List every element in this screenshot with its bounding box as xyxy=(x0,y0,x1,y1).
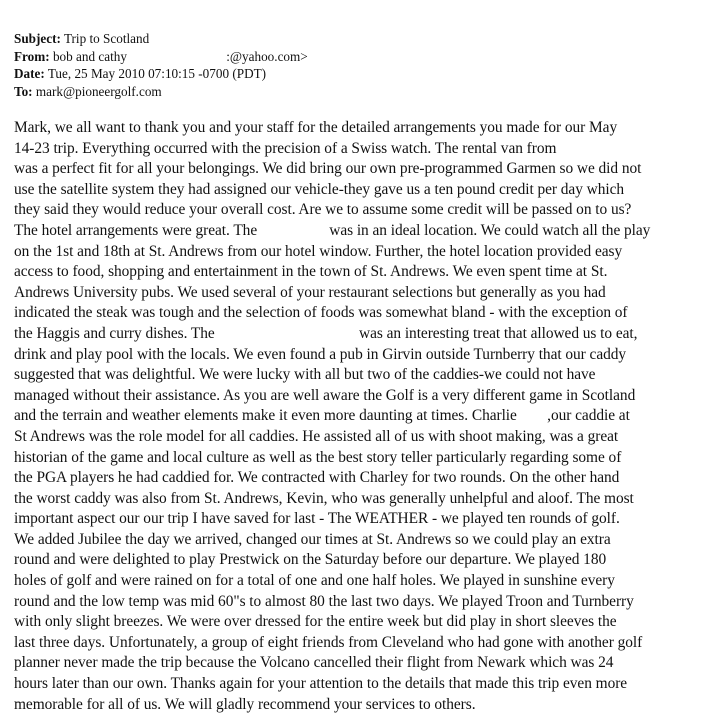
to-value: mark@pioneergolf.com xyxy=(35,83,162,99)
body-line: hours later than our own. Thanks again for your attention to the details that made this trip even more xyxy=(14,675,628,693)
body-line: important aspect our our trip I have saved for last - The WEATHER - we played ten rounds of golf. xyxy=(14,510,620,528)
body-line: last three days. Unfortunately, a group of eight friends from Cleveland who had gone with another golf xyxy=(14,633,643,651)
from-email: :@yahoo.com> xyxy=(226,48,308,64)
body-line: holes of golf and were rained on for a total of one and one half holes. We played in sunshine every xyxy=(14,572,615,590)
body-line: suggested that was delightful. We were lucky with all but two of the caddies-we could not have xyxy=(14,366,596,384)
body-line: We added Jubilee the day we arrived, changed our times at St. Andrews so we could play an extra xyxy=(14,530,611,548)
to-row xyxy=(14,83,308,101)
body-line: and the terrain and weather elements make it even more daunting at times. Charlie ,our caddie at xyxy=(14,407,630,425)
subject-value: Trip to Scotland xyxy=(63,31,150,46)
body-line: St Andrews was the role model for all caddies. He assisted all of us with shoot making, was a great xyxy=(14,427,619,445)
body-line: the PGA players he had caddied for. We contracted with Charley for two rounds. On the other hand xyxy=(14,469,620,487)
body-line: the worst caddy was also from St. Andrews, Kevin, who was generally unhelpful and aloof. The most xyxy=(14,489,634,507)
email-body xyxy=(14,118,714,715)
body-line: 14-23 trip. Everything occurred with the precision of a Swiss watch. The rental van from xyxy=(14,139,557,157)
date-value: Tue, 25 May 2010 07:10:15 -0700 (PDT) xyxy=(47,66,267,81)
to-label: To: xyxy=(14,83,33,99)
body-line: The hotel arrangements were great. The was in an ideal location. We could watch all the play xyxy=(14,221,651,239)
body-line: use the satellite system they had assigned our vehicle-they gave us a ten pound credit per day which xyxy=(14,180,625,198)
body-line: drink and play pool with the locals. We even found a pub in Girvin outside Turnberry that our caddy xyxy=(14,345,627,363)
subject-row xyxy=(14,30,308,48)
body-line: managed without their assistance. As you are well aware the Golf is a very different game in Scotland xyxy=(14,386,636,404)
body-line: historian of the game and local culture as well as the best story teller particularly regarding some of xyxy=(14,448,622,466)
from-label: From: xyxy=(14,48,50,64)
body-line: the Haggis and curry dishes. The was an interesting treat that allowed us to eat, xyxy=(14,324,638,342)
body-line: on the 1st and 18th at St. Andrews from our hotel window. Further, the hotel location provided easy xyxy=(14,242,623,260)
from-name: bob and cathy xyxy=(52,48,127,64)
body-line: memorable for all of us. We will gladly recommend your services to others. xyxy=(14,695,476,713)
date-row xyxy=(14,65,308,83)
body-line: Mark, we all want to thank you and your staff for the detailed arrangements you made for our May xyxy=(14,119,618,136)
body-line: round and were delighted to play Prestwick on the Saturday before our departure. We played 180 xyxy=(14,551,607,569)
body-line: Andrews University pubs. We used several of your restaurant selections but generally as you had xyxy=(14,283,606,301)
body-line: was a perfect fit for all your belongings. We did bring our own pre-programmed Garmen so we did not xyxy=(14,160,642,178)
body-line: with only slight breezes. We were over dressed for the entire week but did play in short sleeves the xyxy=(14,613,617,631)
body-line: they said they would reduce your overall cost. Are we to assume some credit will be passed on to us? xyxy=(14,201,632,219)
from-row xyxy=(14,48,308,66)
subject-label: Subject: xyxy=(14,31,61,46)
body-line: indicated the steak was tough and the selection of foods was somewhat bland - with the exception of xyxy=(14,304,628,322)
body-line: access to food, shopping and entertainment in the town of St. Andrews. We even spent time at St. xyxy=(14,263,608,281)
body-line: round and the low temp was mid 60"s to almost 80 the last two days. We played Troon and Turnberry xyxy=(14,592,634,610)
body-line: planner never made the trip because the Volcano cancelled their flight from Newark which was 24 xyxy=(14,654,614,672)
email-header xyxy=(14,30,308,100)
date-label: Date: xyxy=(14,66,45,81)
